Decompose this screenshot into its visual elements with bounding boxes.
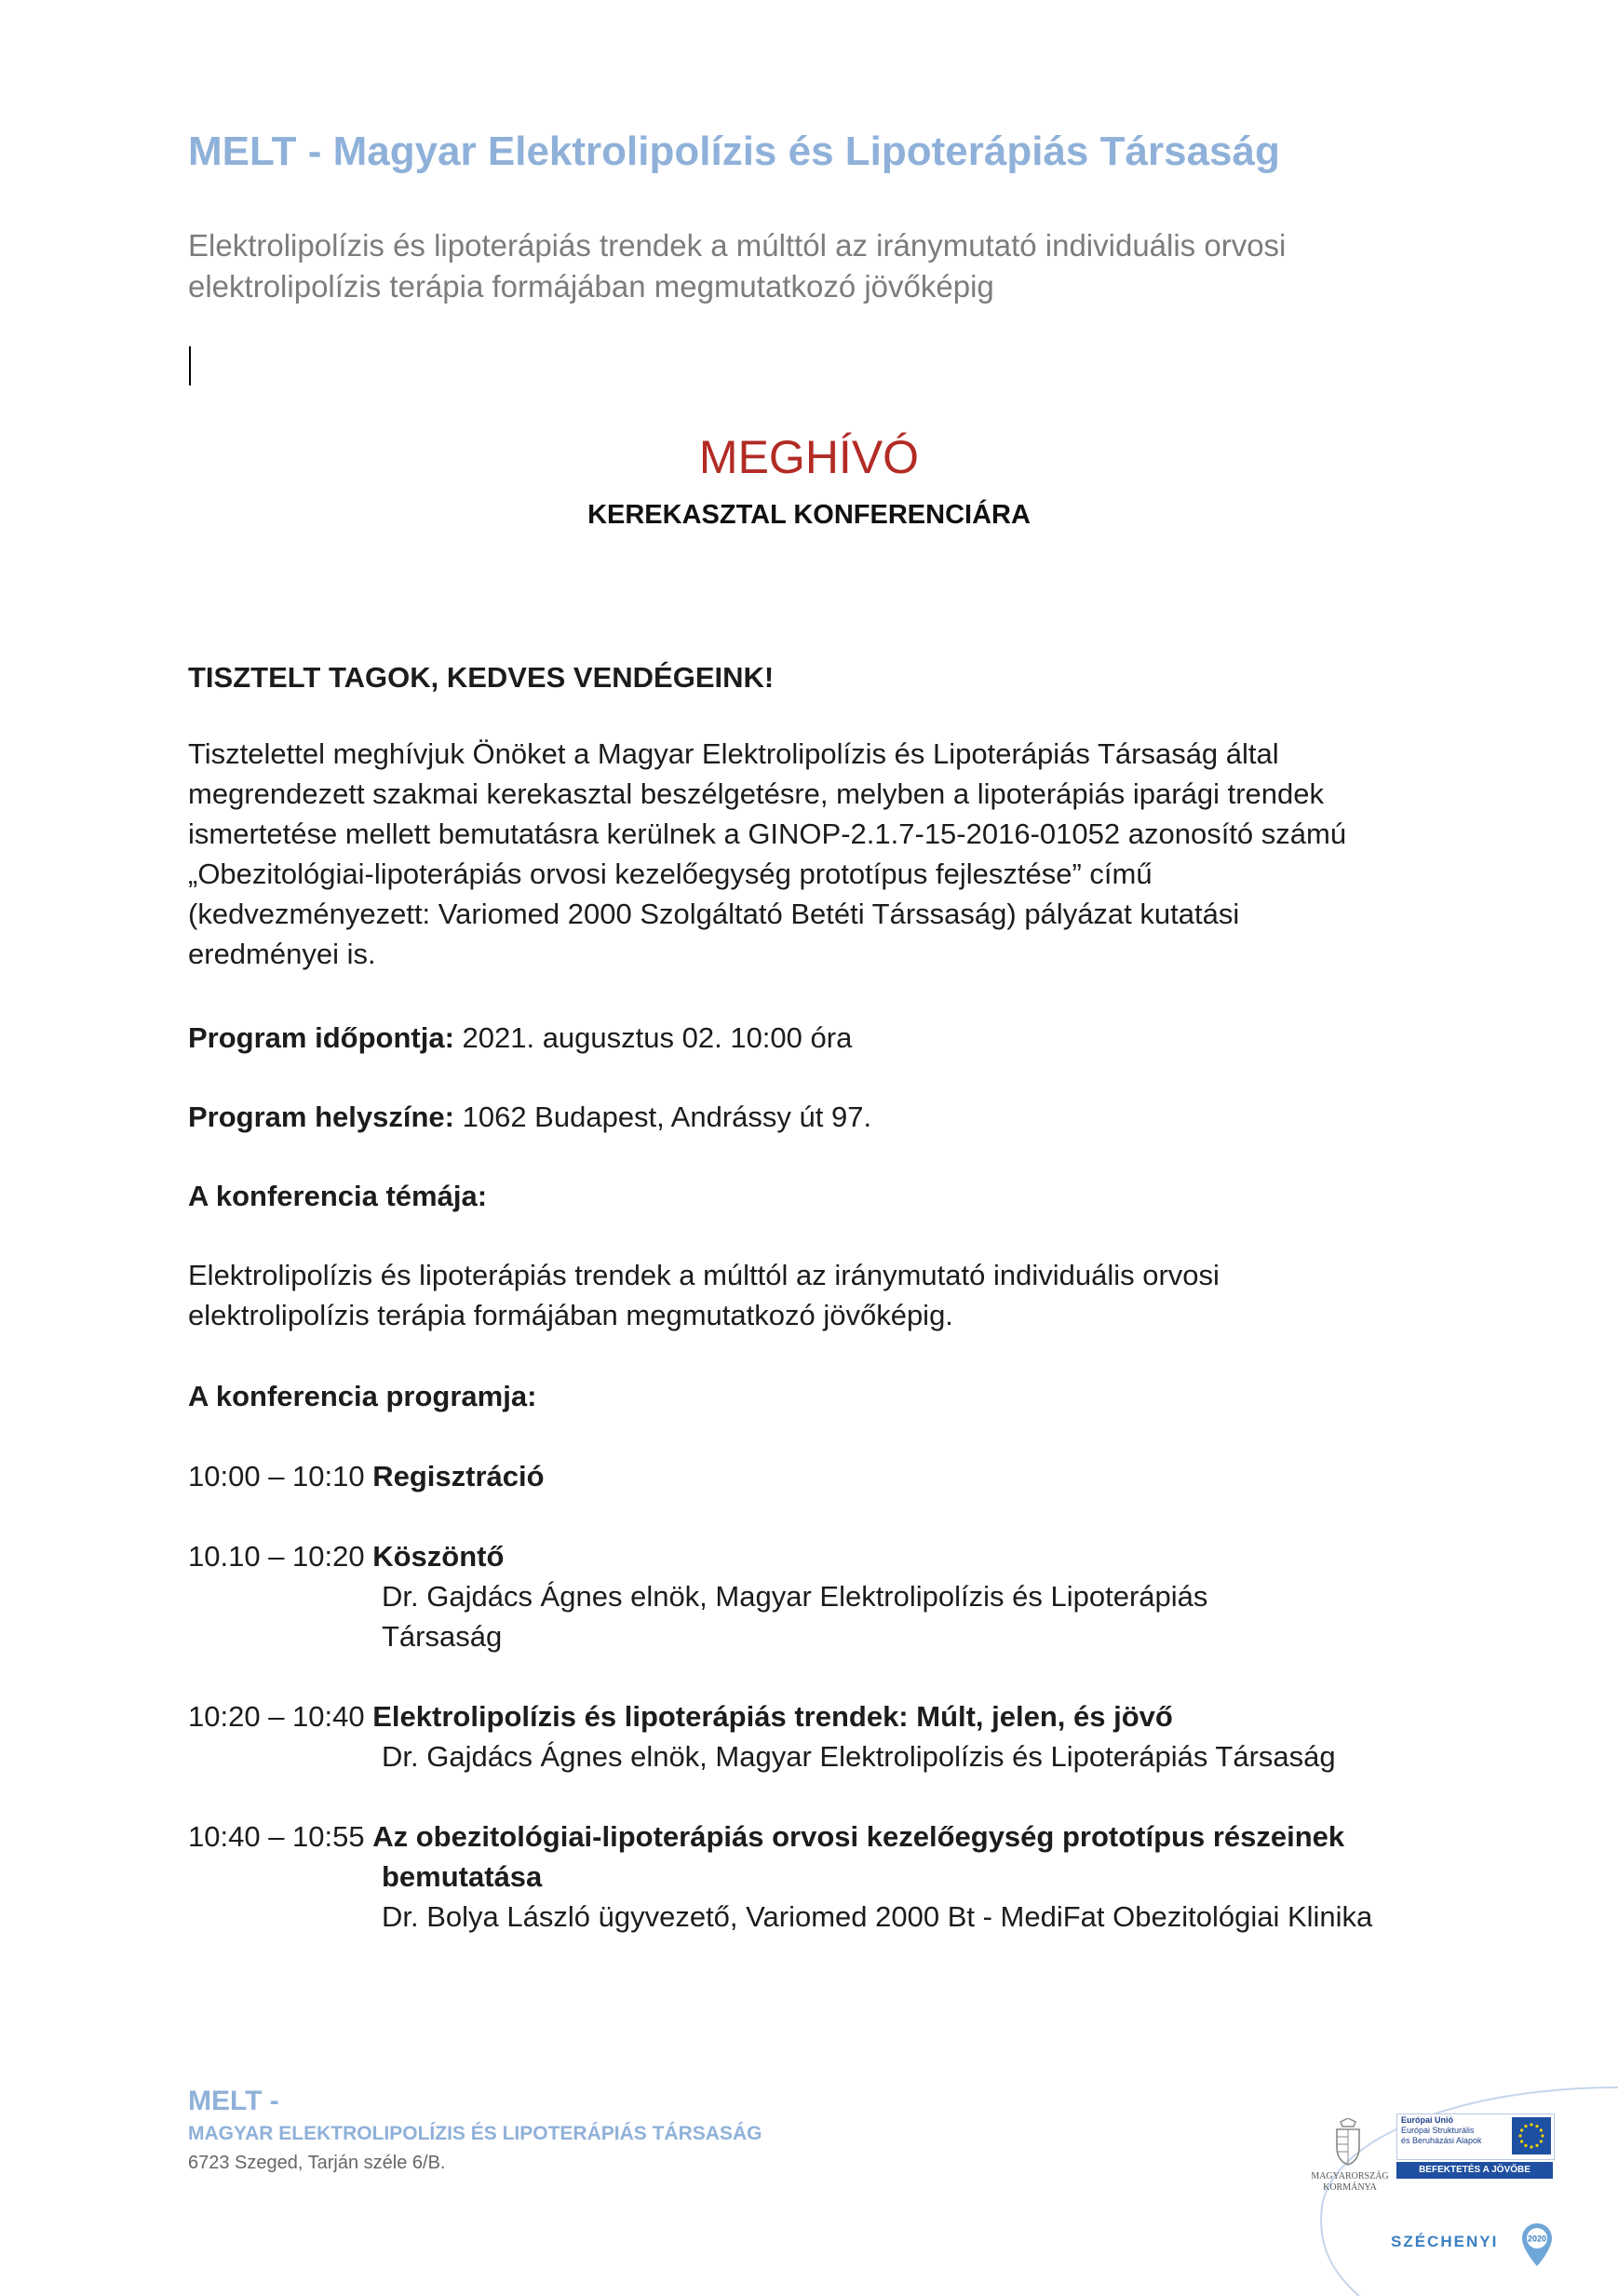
eu-flag-icon [1512,2117,1551,2154]
topic-heading-text: A konferencia témája: [188,1180,488,1212]
topic-line-2: elektrolipolízis terápia formájában megmutatkozó jövőképig. [188,1299,953,1331]
intro-line: eredményei is. [188,938,376,970]
eu-line-2: Európai Strukturális [1401,2126,1475,2135]
intro-line: (kedvezményezett: Variomed 2000 Szolgáltató Betéti Társsaság) pályázat kutatási [188,898,1240,930]
topic-line-1: Elektrolipolízis és lipoterápiás trendek a múlttól az iránymutató individuális orvosi [188,1259,1220,1291]
government-label [1303,2171,1396,2194]
program-place-label: Program helyszíne: [188,1101,454,1133]
intro-line: „Obezitológiai-lipoterápiás orvosi kezelőegység prototípus fejlesztése” című [188,858,1153,890]
subtitle-line-2: elektrolipolízis terápia formájában megmutatkozó jövőképig [188,269,994,304]
szechenyi-year: 2020 [1527,2234,1547,2244]
location-pin-icon [1520,2222,1554,2268]
footer-org: MELT - [188,2086,279,2116]
schedule-title-cont [382,1857,542,1897]
schedule-item-trends [188,1696,1173,1736]
coat-of-arms-icon [1329,2118,1367,2167]
szechenyi-logo-text: SZÉCHENYI [1391,2233,1499,2250]
schedule-title: Az obezitológiai-lipoterápiás orvosi kezelőegység prototípus részeinek [372,1820,1345,1853]
agenda-heading-text: A konferencia programja: [188,1380,537,1412]
program-place-value: 1062 Budapest, Andrássy út 97. [453,1101,872,1133]
footer-address: 6723 Szeged, Tarján széle 6/B. [188,2153,446,2173]
schedule-title: Regisztráció [372,1460,545,1492]
intro-line: ismertetése mellett bemutatásra kerülnek a GINOP-2.1.7-15-2016-01052 azonosító számú [188,817,1347,850]
program-date-value: 2021. augusztus 02. 10:00 óra [453,1021,853,1054]
schedule-speaker: Dr. Gajdács Ágnes elnök, Magyar Elektrolipolízis és Lipoterápiás Társaság [382,1740,1336,1773]
program-place [188,1097,871,1137]
invitation-title: MEGHÍVÓ [698,431,920,483]
schedule-speaker: Dr. Bolya László ügyvezető, Variomed 2000 Bt - MediFat Obezitológiai Klinika [382,1900,1373,1933]
schedule-speaker: Dr. Gajdács Ágnes elnök, Magyar Elektrolipolízis és Lipoterápiás [382,1580,1208,1613]
topic-heading [188,1176,487,1216]
schedule-title: Köszöntő [372,1540,505,1573]
government-label-line-2: KORMÁNYA [1323,2182,1377,2193]
schedule-title: Elektrolipolízis és lipoterápiás trendek: Múlt, jelen, és jövő [372,1700,1173,1733]
subtitle-line-1: Elektrolipolízis és lipoterápiás trendek a múlttól az iránymutató individuális orvosi [188,228,1287,263]
schedule-time: 10:40 – 10:55 [188,1820,373,1853]
intro-line: Tisztelettel meghívjuk Önöket a Magyar Elektrolipolízis és Lipoterápiás Társaság által [188,737,1279,770]
footer-org-name: MAGYAR ELEKTROLIPOLÍZIS ÉS LIPOTERÁPIÁS TÁRSASÁG [188,2123,762,2144]
eu-badge-text [1401,2115,1503,2146]
organization-title: MELT - Magyar Elektrolipolízis és Lipoterápiás Társaság [188,128,1280,174]
program-date-label: Program időpontja: [188,1021,454,1054]
header-subtitle [188,225,1398,307]
schedule-item-registration [188,1456,545,1496]
eu-line-1: Európai Unió [1401,2115,1453,2125]
schedule-speaker-cont: Társaság [382,1620,503,1653]
schedule-time: 10.10 – 10:20 [188,1540,373,1573]
text-cursor[interactable] [189,346,191,385]
eu-line-3: és Beruházási Alapok [1401,2136,1482,2145]
topic-text [188,1255,1445,1335]
intro-paragraph [188,734,1445,974]
schedule-item-prototype [188,1817,1344,1857]
schedule-title-cont-text: bemutatása [382,1860,543,1893]
greeting: TISZTELT TAGOK, KEDVES VENDÉGEINK! [188,661,775,694]
schedule-item-welcome [188,1536,504,1576]
government-label-line-1: MAGYARORSZÁG [1311,2171,1389,2181]
eu-banner: BEFEKTETÉS A JÖVŐBE [1396,2162,1553,2179]
intro-line: megrendezett szakmai kerekasztal beszélgetésre, melyben a lipoterápiás iparági trendek [188,777,1324,810]
schedule-time: 10:20 – 10:40 [188,1700,373,1733]
program-date [188,1018,852,1058]
schedule-time: 10:00 – 10:10 [188,1460,373,1492]
agenda-heading [188,1376,536,1416]
invitation-subtitle: KEREKASZTAL KONFERENCIÁRA [587,500,1031,530]
